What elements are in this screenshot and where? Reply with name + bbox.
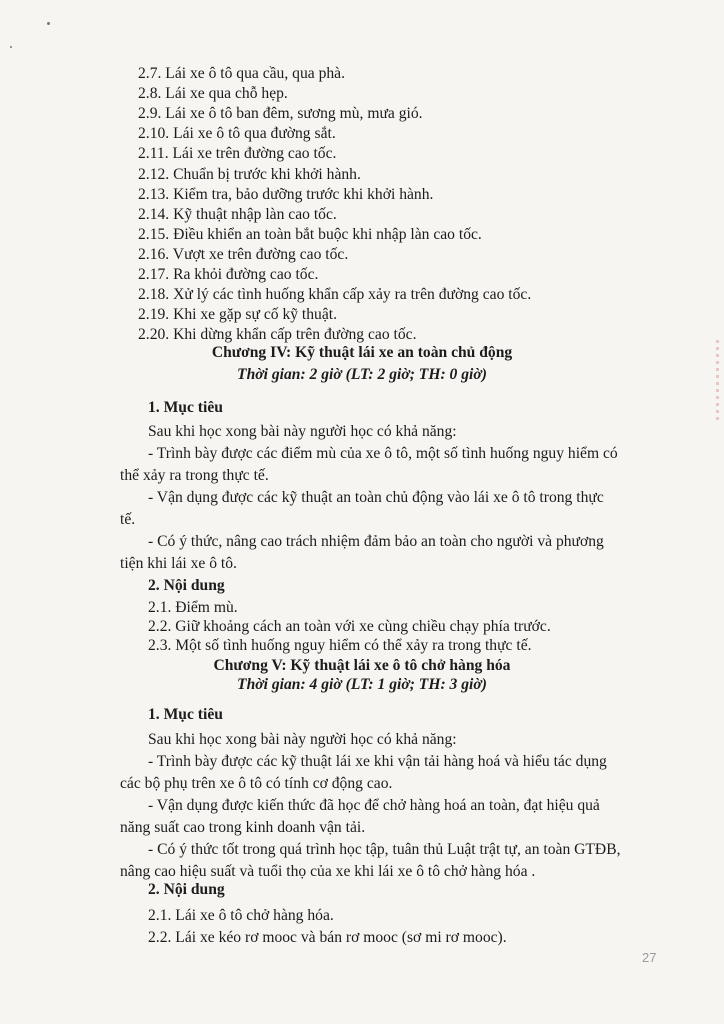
page-number: 27 xyxy=(642,950,657,965)
scan-speck xyxy=(10,46,12,48)
chapter-4-content-item: 2.3. Một số tình huống nguy hiểm có thể xảy ra trong thực tế. xyxy=(148,637,532,654)
chapter-4-content-item: 2.2. Giữ khoảng cách an toàn với xe cùng chiều chạy phía trước. xyxy=(148,618,551,635)
chapter-4-objective-line: tế. xyxy=(120,511,136,528)
chapter-5-objective-line: - Vận dụng được kiến thức đã học để chở hàng hoá an toàn, đạt hiệu quả xyxy=(148,797,600,814)
chapter-5-objective-line: nâng cao hiệu suất và tuổi thọ của xe khi lái xe ô tô chở hàng hóa . xyxy=(120,863,536,880)
chapter-4-title: Chương IV: Kỹ thuật lái xe an toàn chủ động xyxy=(211,344,513,361)
list-item: 2.18. Xử lý các tình huống khẩn cấp xảy ra trên đường cao tốc. xyxy=(138,286,532,304)
list-item: 2.20. Khi dừng khẩn cấp trên đường cao tốc. xyxy=(138,326,417,344)
chapter-5-title: Chương V: Kỹ thuật lái xe ô tô chở hàng hóa xyxy=(213,657,511,674)
chapter-5-content-item: 2.1. Lái xe ô tô chở hàng hóa. xyxy=(148,907,334,924)
chapter-4-objectives-heading: 1. Mục tiêu xyxy=(148,399,223,416)
chapter-5-content-heading: 2. Nội dung xyxy=(148,881,225,898)
list-item: 2.15. Điều khiển an toàn bắt buộc khi nhập làn cao tốc. xyxy=(138,225,482,243)
list-item: 2.17. Ra khỏi đường cao tốc. xyxy=(138,266,319,283)
list-item: 2.9. Lái xe ô tô ban đêm, sương mù, mưa gió. xyxy=(138,105,423,123)
chapter-4-objective-line: - Vận dụng được các kỹ thuật an toàn chủ động vào lái xe ô tô trong thực xyxy=(148,489,604,506)
list-item: 2.10. Lái xe ô tô qua đường sắt. xyxy=(138,125,336,143)
list-item: 2.16. Vượt xe trên đường cao tốc. xyxy=(138,245,349,263)
list-item: 2.13. Kiểm tra, bảo dưỡng trước khi khởi hành. xyxy=(138,185,434,203)
chapter-5-objective-line: - Có ý thức tốt trong quá trình học tập, tuân thủ Luật trật tự, an toàn GTĐB, xyxy=(148,841,621,858)
chapter-4-content-heading: 2. Nội dung xyxy=(148,577,225,594)
chapter-5-content-item: 2.2. Lái xe kéo rơ mooc và bán rơ mooc (sơ mi rơ mooc). xyxy=(148,929,507,946)
chapter-4-time: Thời gian: 2 giờ (LT: 2 giờ; TH: 0 giờ) xyxy=(237,366,487,383)
list-item: 2.14. Kỹ thuật nhập làn cao tốc. xyxy=(138,205,337,223)
list-item: 2.11. Lái xe trên đường cao tốc. xyxy=(138,145,337,163)
chapter-4-objective-line: - Trình bày được các điểm mù của xe ô tô, một số tình huống nguy hiểm có xyxy=(148,445,618,462)
chapter-4-objective-line: tiện khi lái xe ô tô. xyxy=(120,555,237,572)
list-item: 2.12. Chuẩn bị trước khi khởi hành. xyxy=(138,165,361,183)
chapter-5-time: Thời gian: 4 giờ (LT: 1 giờ; TH: 3 giờ) xyxy=(237,676,487,693)
chapter-4-content-item: 2.1. Điểm mù. xyxy=(148,599,238,616)
chapter-4-objective-line: - Có ý thức, nâng cao trách nhiệm đảm bảo an toàn cho người và phương xyxy=(148,533,604,550)
chapter-5-objective-line: các bộ phụ trên xe ô tô có tính cơ động cao. xyxy=(120,775,393,792)
scan-speck xyxy=(47,22,50,25)
list-item: 2.19. Khi xe gặp sự cố kỹ thuật. xyxy=(138,306,338,324)
list-item: 2.8. Lái xe qua chỗ hẹp. xyxy=(138,85,288,103)
list-item: 2.7. Lái xe ô tô qua cầu, qua phà. xyxy=(138,65,345,82)
chapter-4-objective-line: thể xảy ra trong thực tế. xyxy=(120,467,269,484)
chapter-5-objective-line: Sau khi học xong bài này người học có khả năng: xyxy=(148,731,457,748)
chapter-5-objective-line: - Trình bày được các kỹ thuật lái xe khi vận tải hàng hoá và hiểu tác dụng xyxy=(148,753,607,770)
chapter-5-objectives-heading: 1. Mục tiêu xyxy=(148,706,223,723)
chapter-5-objective-line: năng suất cao trong kinh doanh vận tải. xyxy=(120,819,366,836)
chapter-4-objective-line: Sau khi học xong bài này người học có khả năng: xyxy=(148,423,457,440)
